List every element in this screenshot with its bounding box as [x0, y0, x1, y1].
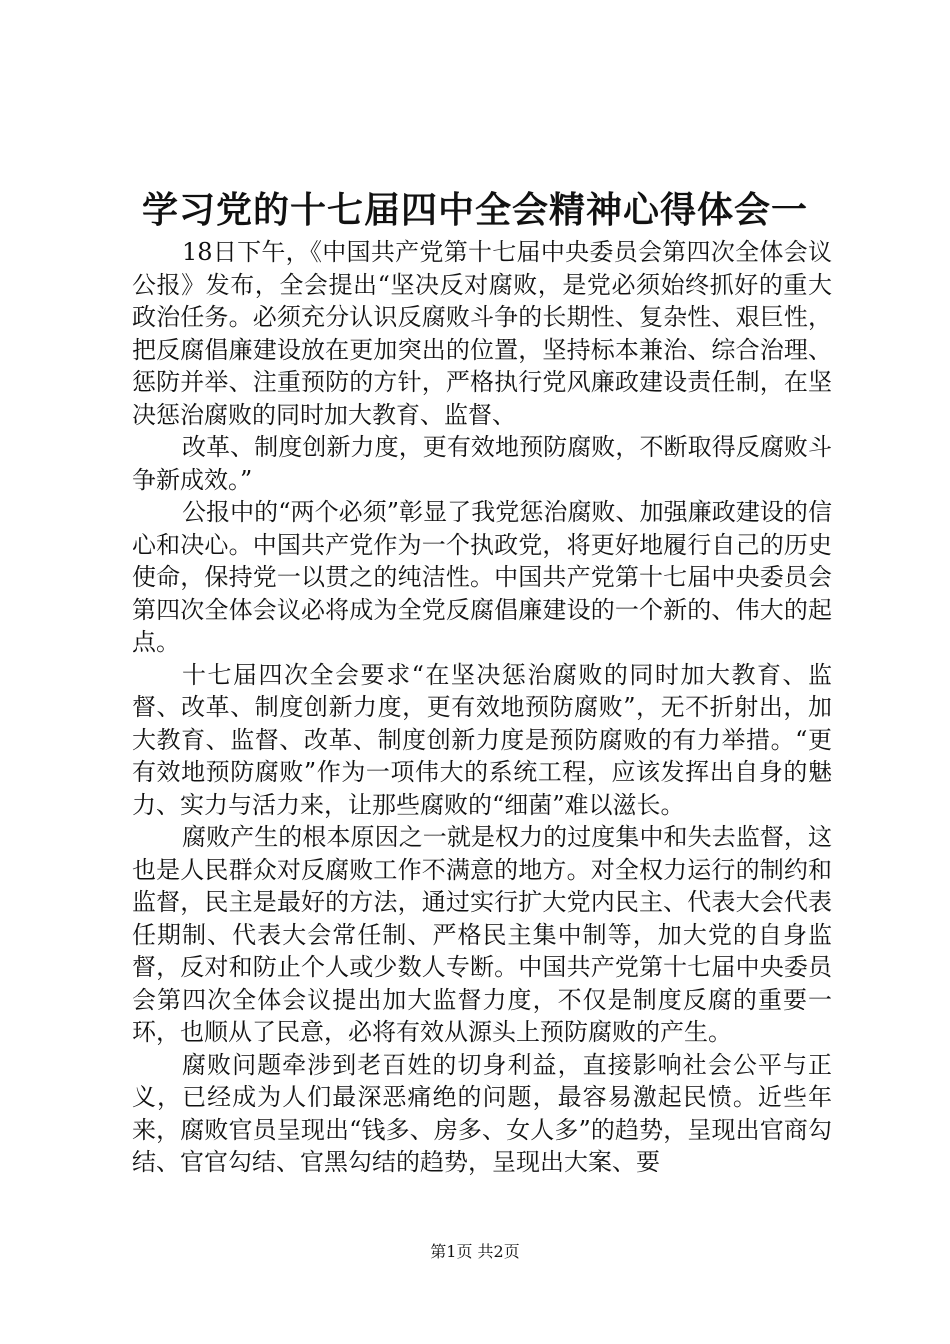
paragraph: 改革、制度创新力度，更有效地预防腐败，不断取得反腐败斗争新成效。”: [132, 433, 832, 494]
document-title: 学习党的十七届四中全会精神心得体会一: [141, 189, 808, 231]
paragraph: 公报中的“两个必须”彰显了我党惩治腐败、加强廉政建设的信心和决心。中国共产党作为一个执政党，将更好地履行自己的历史使命，保持党一以贯之的纯洁性。中国共产党第十七届中央委员会第四次全体会议必将成为全党反腐倡廉建设的一个新的、伟大的起点。: [132, 498, 832, 656]
document-body: [132, 236, 832, 1179]
page-footer: 第1页 共2页: [430, 1242, 520, 1261]
paragraph: 18日下午，《中国共产党第十七届中央委员会第四次全体会议公报》发布，全会提出“坚决反对腐败，是党必须始终抓好的重大政治任务。必须充分认识反腐败斗争的长期性、复杂性、艰巨性，把反腐倡廉建设放在更加突出的位置，坚持标本兼治、综合治理、惩防并举、注重预防的方针，严格执行党风廉政建设责任制，在坚决惩治腐败的同时加大教育、监督、: [132, 238, 832, 429]
paragraph: 十七届四次全会要求“在坚决惩治腐败的同时加大教育、监督、改革、制度创新力度，更有效地预防腐败”，无不折射出，加大教育、监督、改革、制度创新力度是预防腐败的有力举措。“更有效地预防腐败”作为一项伟大的系统工程，应该发挥出自身的魅力、实力与活力来，让那些腐败的“细菌”难以滋长。: [132, 660, 832, 819]
paragraph: 腐败产生的根本原因之一就是权力的过度集中和失去监督，这也是人民群众对反腐败工作不满意的地方。对全权力运行的制约和监督，民主是最好的方法，通过实行扩大党内民主、代表大会代表任期制、代表大会常任制、严格民主集中制等，加大党的自身监督，反对和防止个人或少数人专断。中国共产党第十七届中央委员会第四次全体会议提出加大监督力度，不仅是制度反腐的重要一环，也顺从了民意，必将有效从源头上预防腐败的产生。: [132, 823, 832, 1046]
paragraph: 腐败问题牵涉到老百姓的切身利益，直接影响社会公平与正义，已经成为人们最深恶痛绝的问题，最容易激起民愤。近些年来，腐败官员呈现出“钱多、房多、女人多”的趋势，呈现出官商勾结、官官勾结、官黑勾结的趋势，呈现出大案、要: [132, 1050, 832, 1176]
